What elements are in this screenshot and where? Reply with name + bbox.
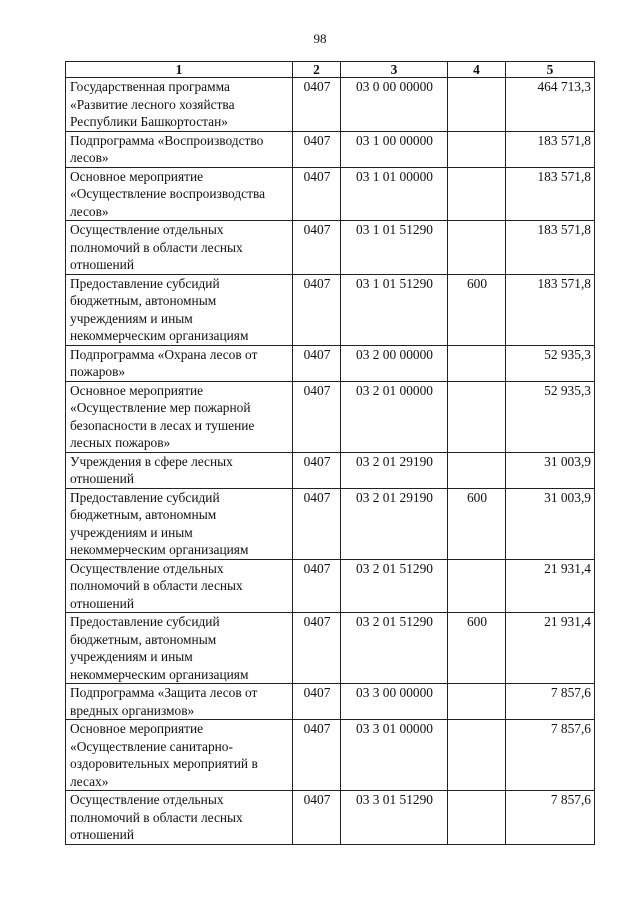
- header-col-4: 4: [448, 62, 506, 78]
- table-row: [66, 381, 595, 452]
- row-code-cell: 03 1 01 00000: [341, 167, 448, 221]
- table-row: [66, 791, 595, 845]
- row-section-cell: 0407: [293, 684, 341, 720]
- row-name-cell: Предоставление субсидий бюджетным, автономным учреждениям и иным некоммерческим организациям: [66, 274, 293, 345]
- row-amount-cell: 7 857,6: [506, 684, 595, 720]
- table-header: [66, 62, 595, 78]
- table-row: [66, 720, 595, 791]
- row-name-cell: Основное мероприятие «Осуществление санитарно-оздоровительных мероприятий в лесах»: [66, 720, 293, 791]
- row-code-cell: 03 3 00 00000: [341, 684, 448, 720]
- row-amount-cell: 21 931,4: [506, 613, 595, 684]
- row-name-cell: Учреждения в сфере лесных отношений: [66, 452, 293, 488]
- row-type-cell: [448, 78, 506, 132]
- row-code-cell: 03 3 01 51290: [341, 791, 448, 845]
- row-name-cell: Подпрограмма «Воспроизводство лесов»: [66, 131, 293, 167]
- row-type-cell: [448, 345, 506, 381]
- row-type-cell: 600: [448, 613, 506, 684]
- row-section-cell: 0407: [293, 221, 341, 275]
- row-section-cell: 0407: [293, 381, 341, 452]
- row-type-cell: [448, 452, 506, 488]
- row-amount-cell: 183 571,8: [506, 274, 595, 345]
- row-amount-cell: 21 931,4: [506, 559, 595, 613]
- row-type-cell: [448, 791, 506, 845]
- row-section-cell: 0407: [293, 791, 341, 845]
- row-section-cell: 0407: [293, 452, 341, 488]
- row-type-cell: [448, 131, 506, 167]
- table-row: [66, 78, 595, 132]
- row-code-cell: 03 2 01 29190: [341, 452, 448, 488]
- row-name-cell: Подпрограмма «Охрана лесов от пожаров»: [66, 345, 293, 381]
- table-row: [66, 345, 595, 381]
- row-type-cell: [448, 720, 506, 791]
- row-name-cell: Предоставление субсидий бюджетным, автономным учреждениям и иным некоммерческим организациям: [66, 613, 293, 684]
- row-section-cell: 0407: [293, 345, 341, 381]
- page-number: 98: [313, 31, 327, 46]
- row-code-cell: 03 3 01 00000: [341, 720, 448, 791]
- row-section-cell: 0407: [293, 559, 341, 613]
- table-row: [66, 221, 595, 275]
- table-row: [66, 274, 595, 345]
- row-section-cell: 0407: [293, 78, 341, 132]
- row-code-cell: 03 1 00 00000: [341, 131, 448, 167]
- table-row: [66, 684, 595, 720]
- table-row: [66, 167, 595, 221]
- header-col-5: 5: [506, 62, 595, 78]
- row-code-cell: 03 1 01 51290: [341, 274, 448, 345]
- row-name-cell: Государственная программа «Развитие лесного хозяйства Республики Башкортостан»: [66, 78, 293, 132]
- table-body: [66, 78, 595, 845]
- row-section-cell: 0407: [293, 720, 341, 791]
- row-type-cell: [448, 167, 506, 221]
- row-amount-cell: 52 935,3: [506, 345, 595, 381]
- row-code-cell: 03 0 00 00000: [341, 78, 448, 132]
- table-row: [66, 613, 595, 684]
- header-row: [66, 62, 595, 78]
- row-section-cell: 0407: [293, 131, 341, 167]
- row-amount-cell: 183 571,8: [506, 167, 595, 221]
- row-name-cell: Предоставление субсидий бюджетным, автономным учреждениям и иным некоммерческим организациям: [66, 488, 293, 559]
- row-name-cell: Основное мероприятие «Осуществление воспроизводства лесов»: [66, 167, 293, 221]
- table-row: [66, 488, 595, 559]
- table-row: [66, 559, 595, 613]
- row-section-cell: 0407: [293, 274, 341, 345]
- row-amount-cell: 183 571,8: [506, 131, 595, 167]
- row-type-cell: [448, 381, 506, 452]
- row-code-cell: 03 2 01 29190: [341, 488, 448, 559]
- row-amount-cell: 7 857,6: [506, 791, 595, 845]
- row-code-cell: 03 2 01 51290: [341, 559, 448, 613]
- row-name-cell: Осуществление отдельных полномочий в области лесных отношений: [66, 221, 293, 275]
- row-code-cell: 03 2 01 00000: [341, 381, 448, 452]
- row-section-cell: 0407: [293, 613, 341, 684]
- row-name-cell: Подпрограмма «Защита лесов от вредных организмов»: [66, 684, 293, 720]
- row-type-cell: [448, 684, 506, 720]
- header-col-3: 3: [341, 62, 448, 78]
- header-col-2: 2: [293, 62, 341, 78]
- row-code-cell: 03 2 01 51290: [341, 613, 448, 684]
- row-type-cell: 600: [448, 488, 506, 559]
- row-amount-cell: 52 935,3: [506, 381, 595, 452]
- row-section-cell: 0407: [293, 488, 341, 559]
- row-amount-cell: 7 857,6: [506, 720, 595, 791]
- budget-table: [65, 61, 595, 845]
- row-code-cell: 03 2 00 00000: [341, 345, 448, 381]
- row-type-cell: [448, 221, 506, 275]
- row-name-cell: Основное мероприятие «Осуществление мер пожарной безопасности в лесах и тушение лесных пожаров»: [66, 381, 293, 452]
- row-code-cell: 03 1 01 51290: [341, 221, 448, 275]
- table-row: [66, 131, 595, 167]
- row-amount-cell: 31 003,9: [506, 452, 595, 488]
- row-type-cell: [448, 559, 506, 613]
- row-name-cell: Осуществление отдельных полномочий в области лесных отношений: [66, 791, 293, 845]
- row-amount-cell: 183 571,8: [506, 221, 595, 275]
- row-section-cell: 0407: [293, 167, 341, 221]
- row-type-cell: 600: [448, 274, 506, 345]
- row-name-cell: Осуществление отдельных полномочий в области лесных отношений: [66, 559, 293, 613]
- table-row: [66, 452, 595, 488]
- header-col-1: 1: [66, 62, 293, 78]
- row-amount-cell: 31 003,9: [506, 488, 595, 559]
- row-amount-cell: 464 713,3: [506, 78, 595, 132]
